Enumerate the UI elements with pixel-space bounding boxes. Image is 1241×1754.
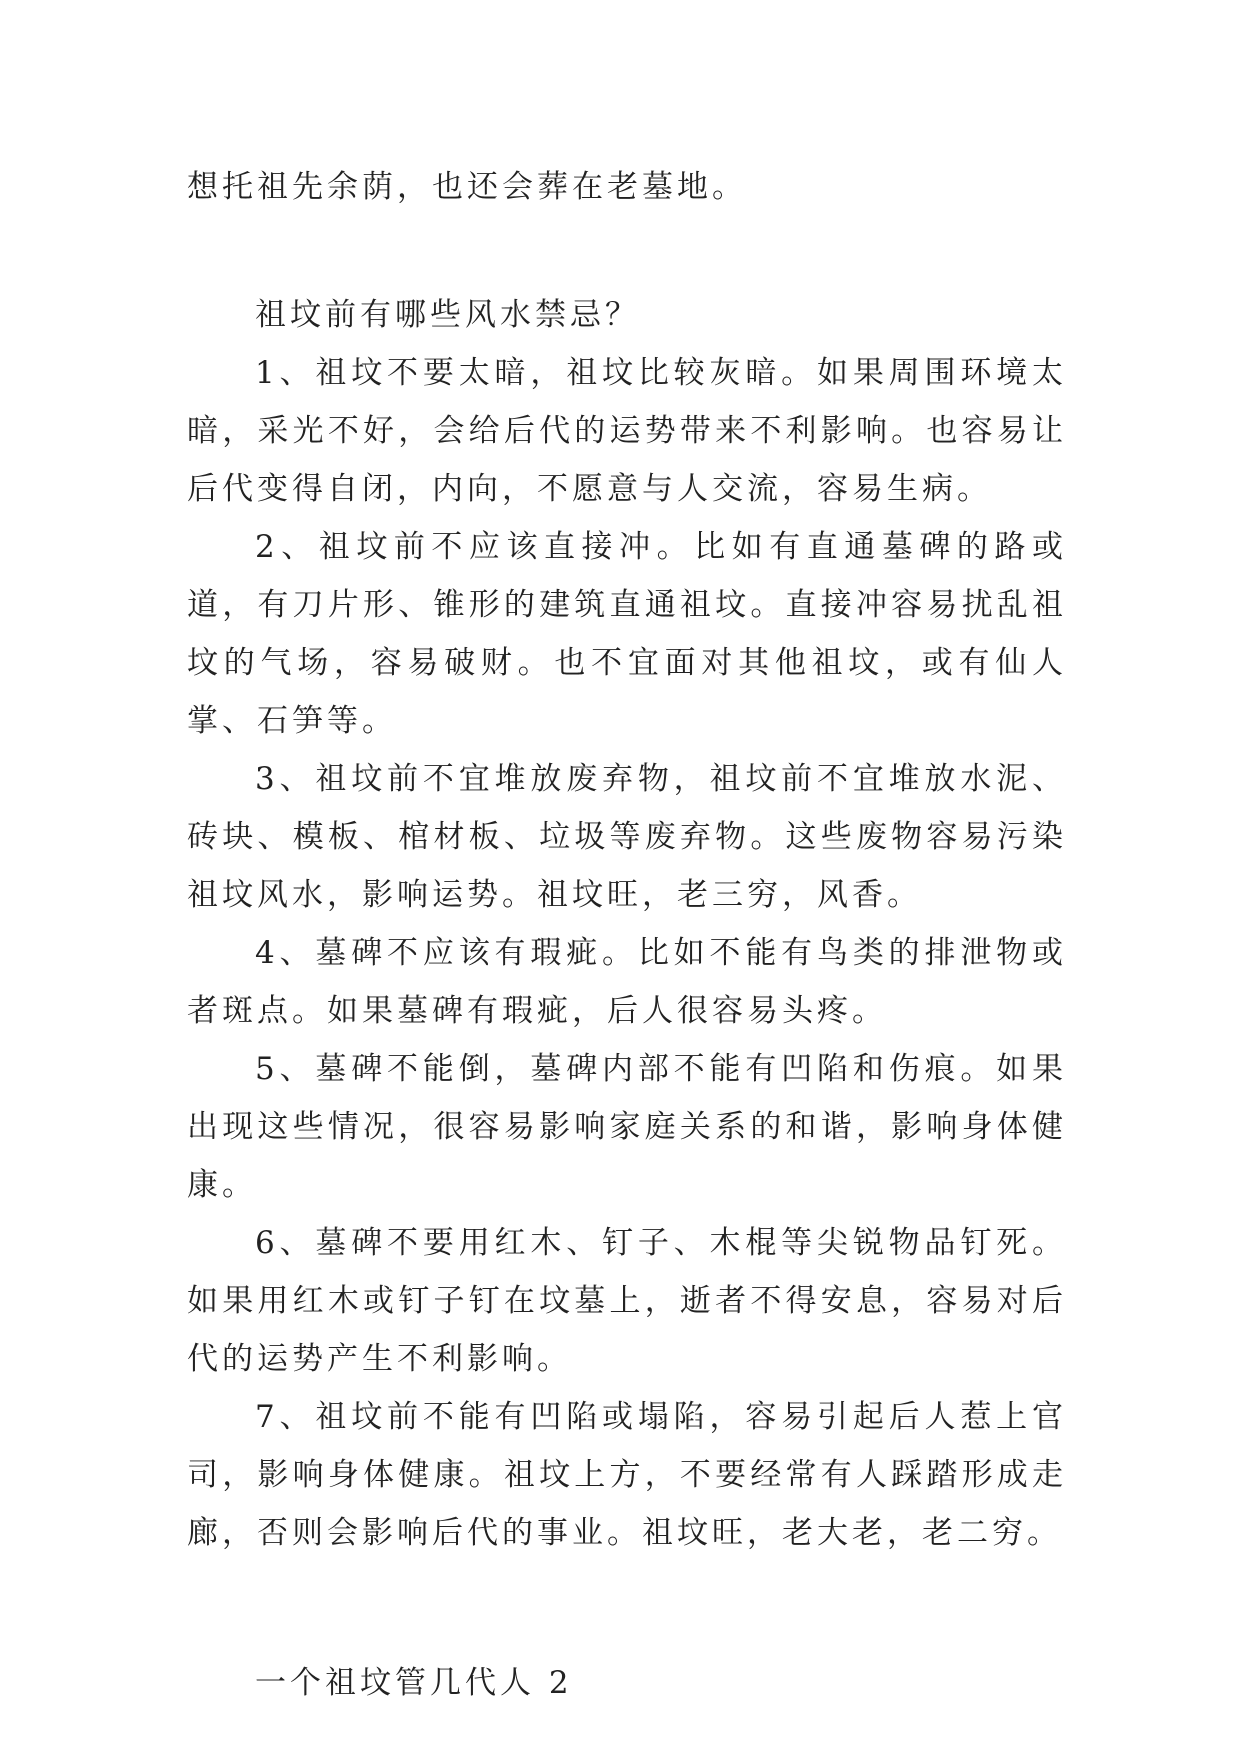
list-item: 7、祖坟前不能有凹陷或塌陷，容易引起后人惹上官司，影响身体健康。祖坟上方，不要经常有人踩踏形成走廊，否则会影响后代的事业。祖坟旺，老大老，老二穷。 <box>187 1399 1067 1551</box>
list-item: 5、墓碑不能倒，墓碑内部不能有凹陷和伤痕。如果出现这些情况，很容易影响家庭关系的和谐，影响身体健康。 <box>187 1051 1067 1203</box>
continuation-paragraph: 想托祖先余荫，也还会葬在老墓地。 <box>187 169 747 205</box>
list-item: 4、墓碑不应该有瑕疵。比如不能有鸟类的排泄物或者斑点。如果墓碑有瑕疵，后人很容易头疼。 <box>187 935 1067 1029</box>
next-section-heading: 一个祖坟管几代人 2 <box>255 1665 573 1701</box>
document-body <box>187 158 1067 1712</box>
list-item: 1、祖坟不要太暗，祖坟比较灰暗。如果周围环境太暗，采光不好，会给后代的运势带来不利影响。也容易让后代变得自闭，内向，不愿意与人交流，容易生病。 <box>187 355 1067 507</box>
list-item: 6、墓碑不要用红木、钉子、木棍等尖锐物品钉死。如果用红木或钉子钉在坟墓上，逝者不得安息，容易对后代的运势产生不利影响。 <box>187 1225 1067 1377</box>
list-item: 3、祖坟前不宜堆放废弃物，祖坟前不宜堆放水泥、砖块、模板、棺材板、垃圾等废弃物。这些废物容易污染祖坟风水，影响运势。祖坟旺，老三穷，风香。 <box>187 761 1067 913</box>
section-heading: 祖坟前有哪些风水禁忌？ <box>255 297 640 333</box>
list-item: 2、祖坟前不应该直接冲。比如有直通墓碑的路或道，有刀片形、锥形的建筑直通祖坟。直接冲容易扰乱祖坟的气场，容易破财。也不宜面对其他祖坟，或有仙人掌、石笋等。 <box>187 529 1067 739</box>
